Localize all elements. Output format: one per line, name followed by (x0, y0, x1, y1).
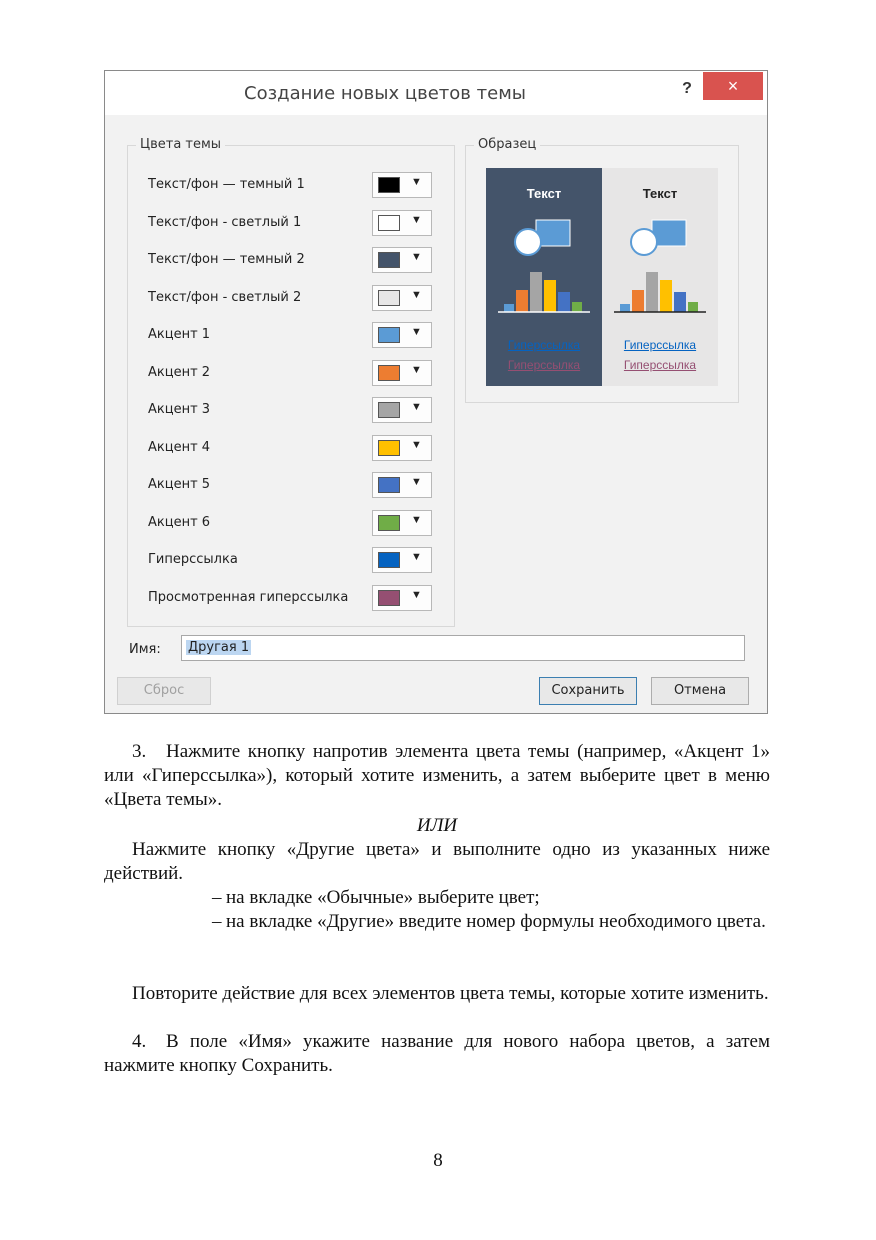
color-swatch (378, 440, 400, 456)
theme-color-row (148, 508, 448, 538)
step-4-paragraph (104, 1030, 770, 1078)
step-4-text: В поле «Имя» укажите название для нового набора цветов, а затем нажмите кнопку Сохранить. (104, 1031, 770, 1076)
dropdown-arrow-icon: ▼ (411, 176, 422, 188)
sample-graphic-light (602, 168, 718, 386)
color-swatch (378, 365, 400, 381)
dropdown-arrow-icon: ▼ (411, 588, 422, 601)
sample-label: Образец (474, 137, 540, 152)
page-number: 8 (433, 1150, 443, 1171)
color-picker-button[interactable] (372, 360, 432, 386)
help-button[interactable]: ? (682, 80, 692, 97)
bullet-regular-tab: – на вкладке «Обычные» выберите цвет; (212, 887, 540, 908)
sample-light-panel (602, 168, 718, 386)
close-button[interactable]: × (703, 72, 763, 100)
color-swatch (378, 515, 400, 531)
step-3-text: Нажмите кнопку напротив элемента цвета темы (например, «Акцент 1» или «Гиперссылка»), который хотите изменить, а затем выберите цвет в меню «Цвета темы». (104, 741, 770, 810)
color-picker-button[interactable] (372, 285, 432, 311)
save-button[interactable]: Сохранить (539, 677, 637, 705)
sample-text-dark: Текст (526, 186, 562, 201)
color-swatch (378, 477, 400, 493)
color-picker-button[interactable] (372, 247, 432, 273)
theme-color-row (148, 208, 448, 238)
theme-color-label: Гиперссылка (148, 552, 238, 567)
theme-color-label: Акцент 2 (148, 364, 211, 380)
dropdown-arrow-icon: ▼ (411, 251, 422, 263)
color-swatch (378, 177, 400, 193)
sample-hyperlink-dark: Гиперссылка (507, 338, 581, 352)
other-colors-paragraph: Нажмите кнопку «Другие цвета» и выполните одно из указанных ниже действий. (104, 839, 770, 884)
color-picker-button[interactable] (372, 547, 432, 573)
theme-color-row (148, 245, 448, 275)
dropdown-arrow-icon: ▼ (411, 213, 422, 226)
sample-visited-light: Гиперссылка (623, 358, 697, 372)
step-3-number: 3. (132, 741, 147, 762)
sample-text-light: Текст (642, 186, 678, 201)
color-picker-button[interactable] (372, 172, 432, 198)
theme-color-label: Текст/фон - светлый 1 (148, 214, 302, 230)
dialog-title: Создание новых цветов темы (244, 83, 526, 104)
reset-button[interactable]: Сброс (117, 677, 211, 705)
dropdown-arrow-icon: ▼ (411, 476, 422, 488)
dropdown-arrow-icon: ▼ (411, 363, 422, 376)
color-picker-button[interactable] (372, 472, 432, 498)
or-heading: ИЛИ (416, 815, 458, 836)
theme-color-row (148, 583, 448, 613)
color-swatch (378, 552, 400, 568)
dropdown-arrow-icon: ▼ (411, 551, 422, 563)
name-label: Имя: (129, 642, 161, 657)
dropdown-arrow-icon: ▼ (411, 513, 422, 526)
color-swatch (378, 327, 400, 343)
theme-color-label: Акцент 1 (148, 327, 211, 342)
theme-color-row (148, 545, 448, 575)
dropdown-arrow-icon: ▼ (411, 438, 422, 451)
theme-color-label: Акцент 5 (148, 477, 211, 492)
color-swatch (378, 252, 400, 268)
color-picker-button[interactable] (372, 322, 432, 348)
theme-color-row (148, 433, 448, 463)
dropdown-arrow-icon: ▼ (411, 288, 422, 301)
sample-dark-panel (486, 168, 602, 386)
theme-color-row (148, 283, 448, 313)
name-input-value: Другая 1 (188, 640, 250, 655)
sample-group (465, 137, 739, 403)
color-swatch (378, 590, 400, 606)
theme-color-label: Акцент 3 (148, 402, 211, 417)
bullet-custom-tab: – на вкладке «Другие» введите номер формулы необходимого цвета. (212, 911, 766, 932)
theme-color-row (148, 395, 448, 425)
color-picker-button[interactable] (372, 210, 432, 236)
create-theme-colors-dialog (104, 70, 768, 714)
sample-hyperlink-light: Гиперссылка (623, 338, 697, 352)
dropdown-arrow-icon: ▼ (411, 401, 422, 413)
theme-color-label: Текст/фон - светлый 2 (148, 289, 302, 305)
cancel-button[interactable]: Отмена (651, 677, 749, 705)
theme-color-label: Акцент 4 (148, 439, 211, 455)
theme-color-label: Акцент 6 (148, 514, 211, 530)
theme-color-label: Просмотренная гиперссылка (148, 589, 349, 605)
theme-color-row (148, 320, 448, 350)
sample-graphic-dark (486, 168, 602, 386)
theme-color-label: Текст/фон — темный 2 (148, 252, 305, 267)
theme-color-row (148, 470, 448, 500)
theme-colors-group (127, 137, 455, 627)
step-4-number: 4. (132, 1031, 147, 1052)
dropdown-arrow-icon: ▼ (411, 326, 422, 338)
color-swatch (378, 290, 400, 306)
sample-visited-dark: Гиперссылка (507, 358, 581, 372)
name-input[interactable] (181, 635, 745, 661)
color-swatch (378, 215, 400, 231)
theme-colors-label: Цвета темы (136, 137, 225, 152)
bullet-1-text: на вкладке «Обычные» выберите цвет; (226, 887, 540, 908)
color-picker-button[interactable] (372, 510, 432, 536)
color-picker-button[interactable] (372, 435, 432, 461)
theme-color-row (148, 170, 448, 200)
theme-color-label: Текст/фон — темный 1 (148, 177, 305, 192)
color-picker-button[interactable] (372, 397, 432, 423)
theme-color-row (148, 358, 448, 388)
color-picker-button[interactable] (372, 585, 432, 611)
bullet-2-text: на вкладке «Другие» введите номер формулы необходимого цвета. (226, 911, 766, 932)
dialog-titlebar (105, 71, 767, 115)
step-3-paragraph (104, 740, 770, 812)
repeat-paragraph: Повторите действие для всех элементов цвета темы, которые хотите изменить. (132, 983, 769, 1004)
color-swatch (378, 402, 400, 418)
